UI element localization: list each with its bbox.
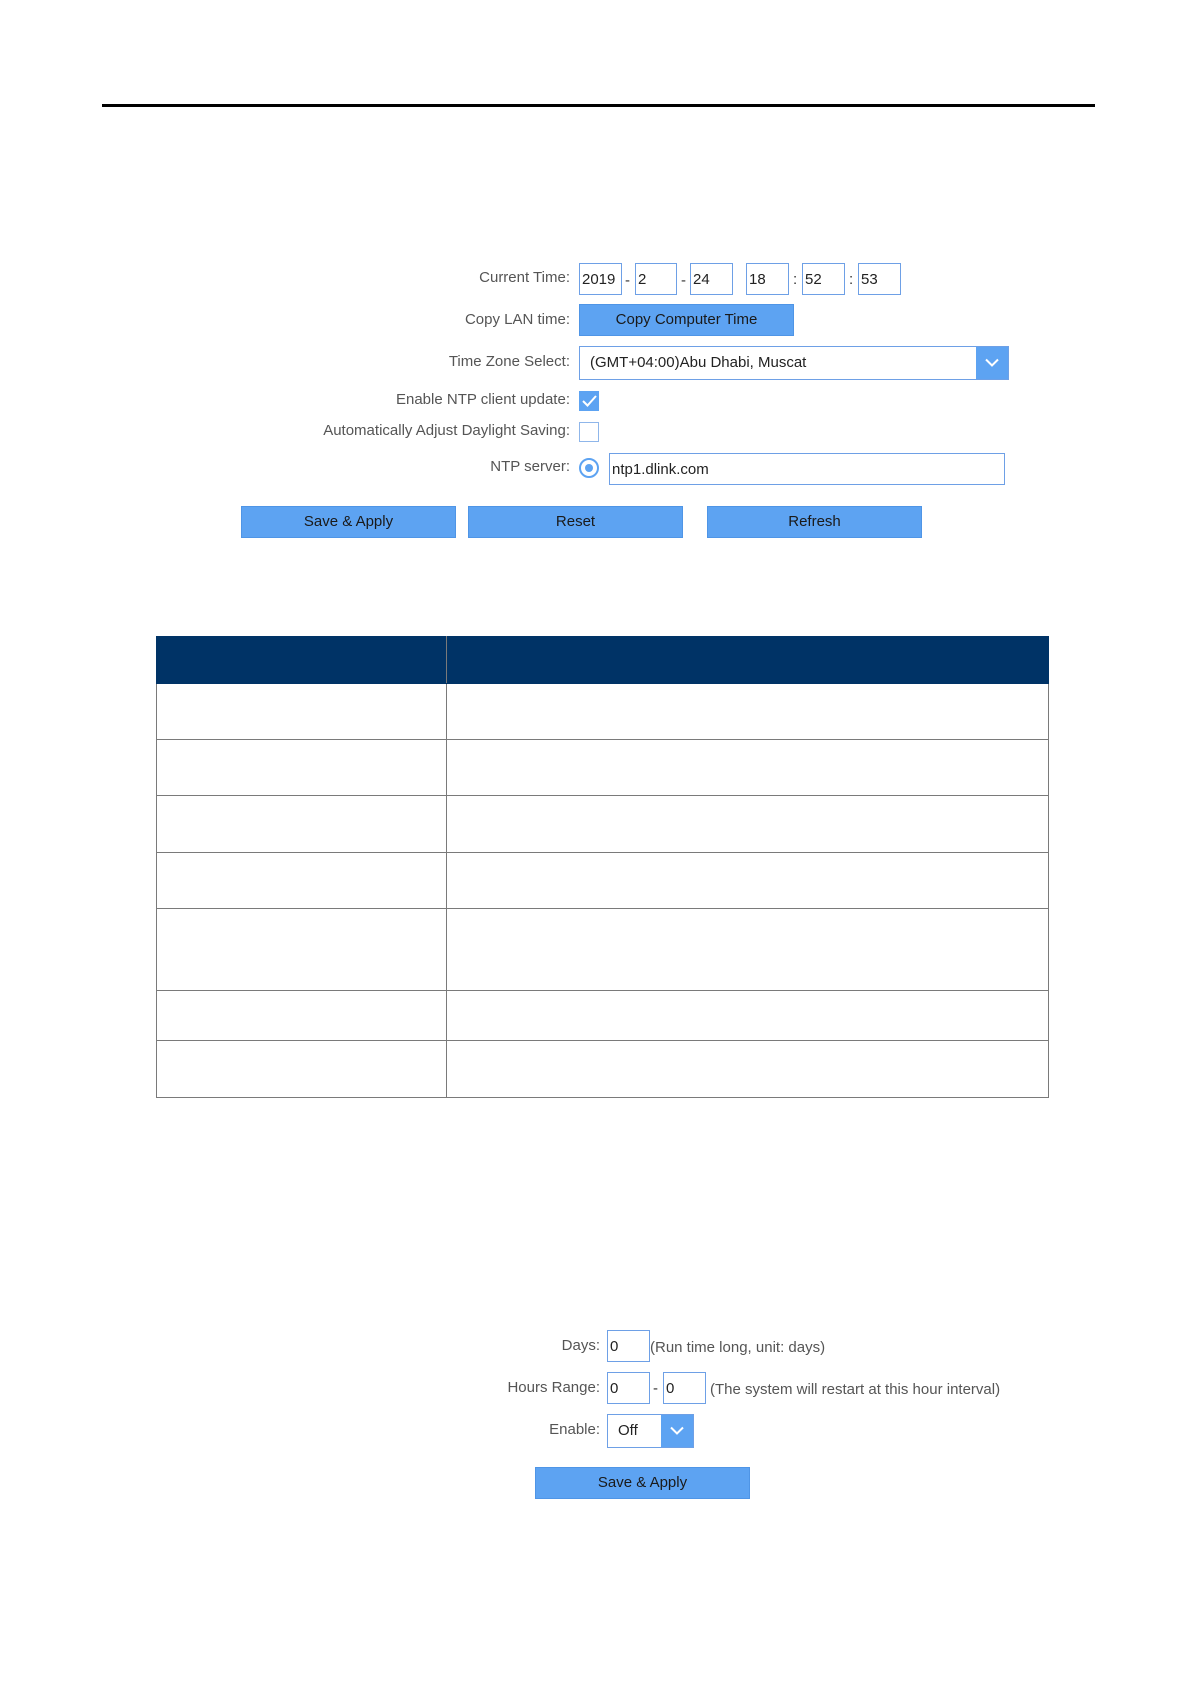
- hours-hint: (The system will restart at this hour interval): [710, 1381, 1001, 1398]
- table-header-cell: [157, 637, 447, 684]
- hours-range-label: Hours Range:: [507, 1379, 600, 1396]
- month-input[interactable]: [635, 263, 677, 295]
- table-row: [157, 796, 1049, 853]
- time-separator: :: [793, 271, 798, 288]
- table-cell: [447, 909, 1049, 991]
- hours-separator: -: [653, 1380, 658, 1397]
- table-cell: [447, 684, 1049, 740]
- check-icon: [582, 395, 597, 407]
- current-time-label: Current Time:: [479, 269, 570, 286]
- ntp-server-radio[interactable]: [579, 458, 599, 478]
- time-separator: :: [849, 271, 854, 288]
- table-cell: [157, 740, 447, 796]
- table-cell: [447, 853, 1049, 909]
- table-header-row: [157, 637, 1049, 684]
- daylight-saving-checkbox[interactable]: [579, 422, 599, 442]
- table-row: [157, 684, 1049, 740]
- year-input[interactable]: [579, 263, 622, 295]
- second-input[interactable]: [858, 263, 901, 295]
- table-cell: [447, 1041, 1049, 1098]
- table-cell: [447, 740, 1049, 796]
- save-apply-button[interactable]: Save & Apply: [241, 506, 456, 538]
- copy-lan-time-label: Copy LAN time:: [464, 311, 570, 328]
- time-zone-value: (GMT+04:00)Abu Dhabi, Muscat: [590, 354, 807, 371]
- table-header-cell: [447, 637, 1049, 684]
- day-input[interactable]: [690, 263, 733, 295]
- days-hint: (Run time long, unit: days): [650, 1339, 826, 1356]
- ntp-server-input[interactable]: [609, 453, 1005, 485]
- date-separator: -: [681, 272, 686, 289]
- table-cell: [157, 991, 447, 1041]
- chevron-down-icon[interactable]: [976, 347, 1008, 379]
- table-row: [157, 1041, 1049, 1098]
- table-cell: [157, 909, 447, 991]
- reset-button[interactable]: Reset: [468, 506, 683, 538]
- table-row: [157, 909, 1049, 991]
- time-zone-select[interactable]: [579, 346, 1009, 380]
- table-row: [157, 740, 1049, 796]
- page-header-rule: [102, 104, 1095, 107]
- enable-label: Enable:: [549, 1421, 600, 1438]
- chevron-down-icon[interactable]: [661, 1415, 693, 1447]
- time-zone-label: Time Zone Select:: [448, 353, 570, 370]
- table-row: [157, 991, 1049, 1041]
- radio-dot: [585, 464, 593, 472]
- enable-select[interactable]: [607, 1414, 694, 1448]
- enable-ntp-label: Enable NTP client update:: [395, 391, 570, 408]
- minute-input[interactable]: [802, 263, 845, 295]
- table-cell: [447, 796, 1049, 853]
- date-separator: -: [625, 272, 630, 289]
- hour-input[interactable]: [746, 263, 789, 295]
- table-cell: [447, 991, 1049, 1041]
- table-cell: [157, 1041, 447, 1098]
- refresh-button[interactable]: Refresh: [707, 506, 922, 538]
- parameter-table: [156, 636, 1049, 1098]
- days-input[interactable]: [607, 1330, 650, 1362]
- enable-ntp-checkbox[interactable]: [579, 391, 599, 411]
- daylight-saving-label: Automatically Adjust Daylight Saving:: [323, 422, 570, 439]
- enable-value: Off: [618, 1422, 638, 1439]
- table-cell: [157, 853, 447, 909]
- hours-from-input[interactable]: [607, 1372, 650, 1404]
- days-label: Days:: [561, 1337, 600, 1354]
- table-cell: [157, 684, 447, 740]
- table-cell: [157, 796, 447, 853]
- copy-computer-time-button[interactable]: Copy Computer Time: [579, 304, 794, 336]
- ntp-server-label: NTP server:: [490, 458, 570, 475]
- hours-to-input[interactable]: [663, 1372, 706, 1404]
- table-row: [157, 853, 1049, 909]
- reboot-save-apply-button[interactable]: Save & Apply: [535, 1467, 750, 1499]
